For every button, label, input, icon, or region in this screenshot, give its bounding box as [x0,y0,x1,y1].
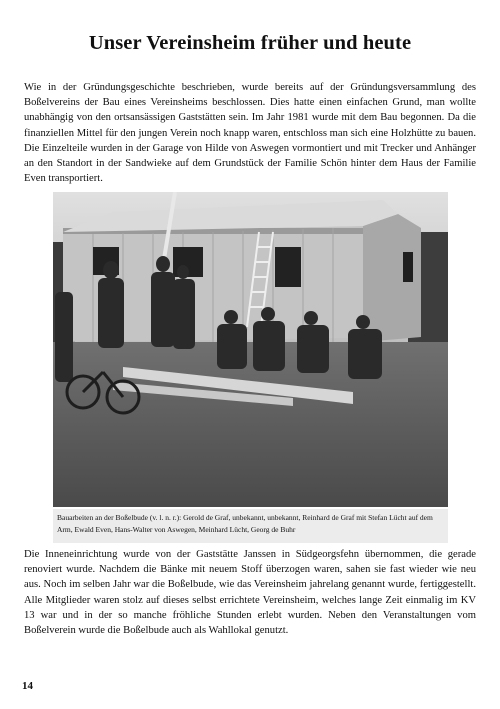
intro-paragraph: Wie in der Gründungsgeschichte beschrieben, wurde bereits auf der Gründungsversammlung des Boßelvereins der Bau eines Vereinsheims beschlossen. Dies hatte einen einfachen Grund, man wollte unabhängig von den ortsansässigen Gaststätten sein. Im Jahr 1981 wurde mit dem Bau begonnen. Da die finanziellen Mittel für den jungen Verein noch knapp waren, entschloss man sich eine Holzhütte zu bauen. Die Einzelteile wurden in der Garage von Hilde von Aswegen vormontiert und mit Trecker und Anhänger an den Standort in der Sandwieke auf dem Grundstück der Familie Schön hinter dem Haus der Familie Even transportiert. [24,82,476,185]
construction-photo-image [53,192,448,507]
page-number: 14 [22,680,33,692]
construction-photo [53,192,448,507]
page-title: Unser Vereinsheim früher und heute [88,32,412,54]
photo-caption: Bauarbeiten an der Boßelbude (v. l. n. r.): Gerold de Graf, unbekannt, unbekannt, Reinhard de Graf mit Stefan Lücht auf dem Arm, Ewald Even, Hans-Walter von Aswegen, Meinhard Lücht, Georg de Buhr [53,509,448,543]
body-paragraph: Die Inneneinrichtung wurde von der Gaststätte Janssen in Südgeorgsfehn übernommen, die gerade renoviert wurde. Nachdem die Bänke mit neuem Stoff überzogen waren, sahen sie fast wieder wie neu aus. Noch im selben Jahr war die Boßelbude, wie das Vereinsheim jahrelang genannt wurde, fertiggestellt. Alle Mitglieder waren stolz auf dieses selbst errichtete Vereinsheim, welches lange Zeit einmalig im KV 13 war und in der so manche fröhliche Stunden erlebt wurden. Neben den Veranstaltungen vom Boßelverein wurde die Boßelbude auch als Wahllokal genutzt. [24,549,476,637]
